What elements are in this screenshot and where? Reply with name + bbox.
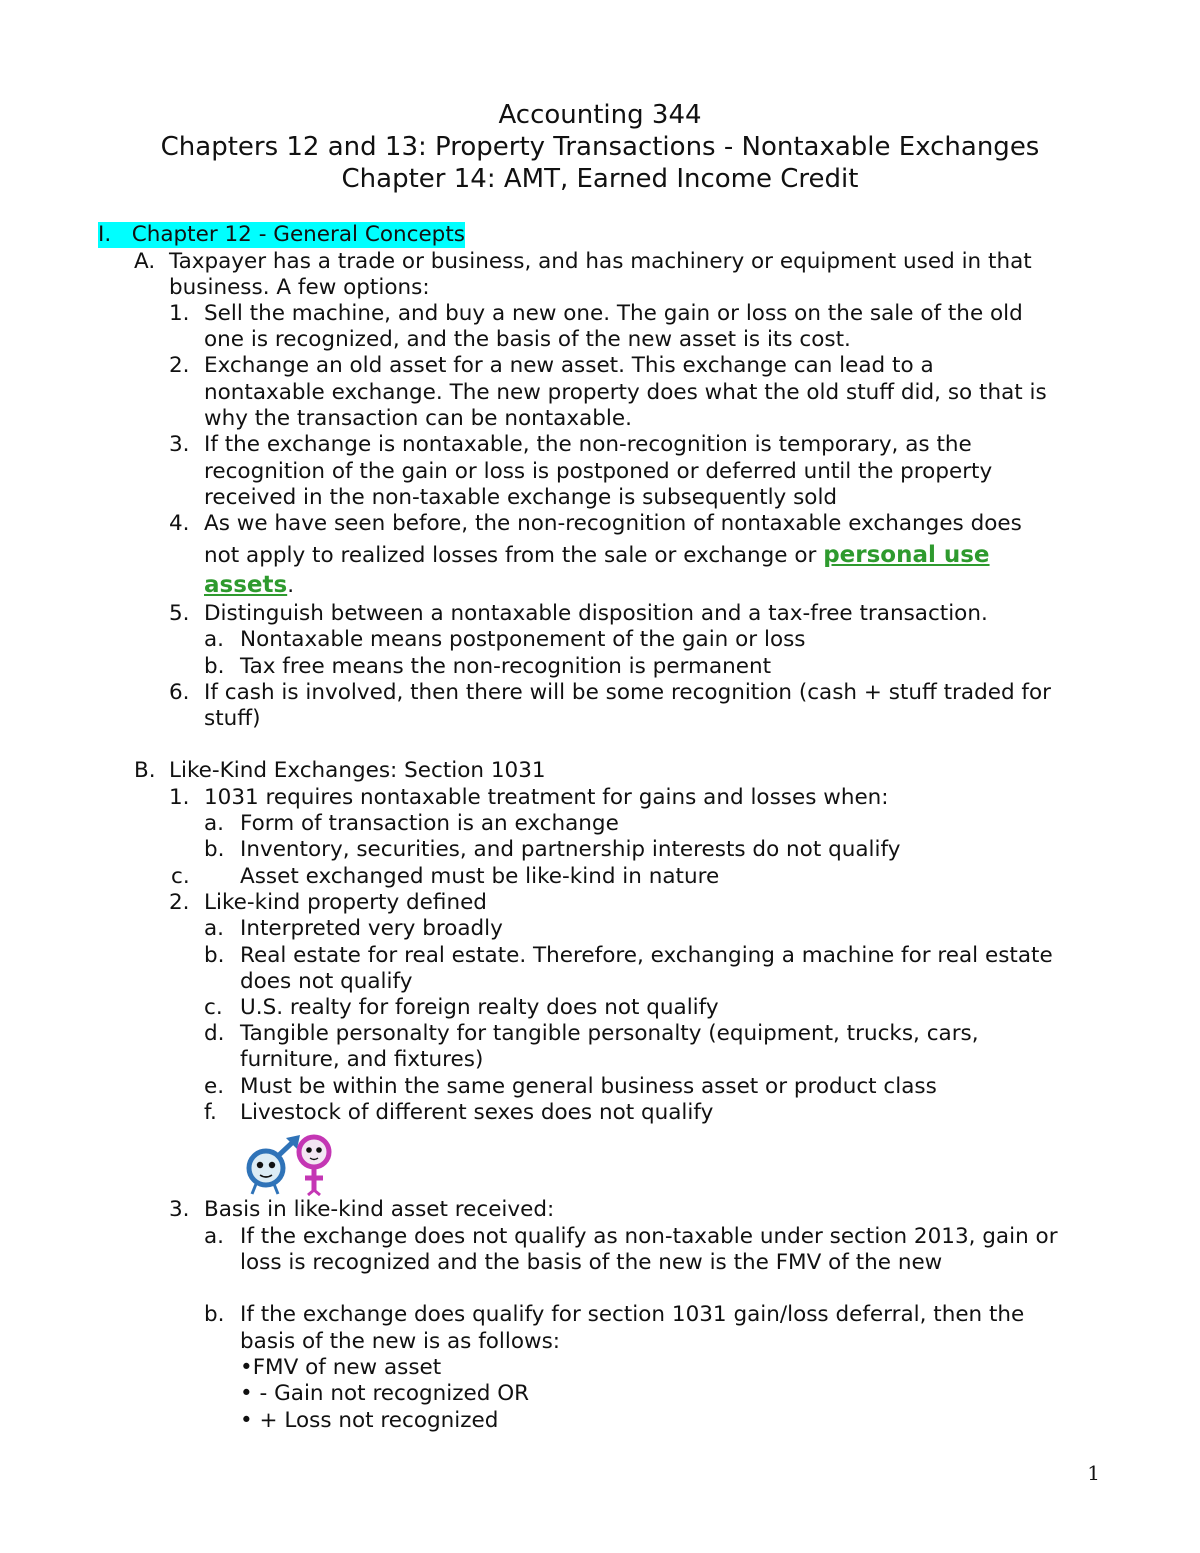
bullet-text: + Loss not recognized (259, 1408, 499, 1433)
list-item-text: Distinguish between a nontaxable disposition and a tax-free transaction. (204, 601, 988, 626)
item-b-title: Like-Kind Exchanges: Section 1031 (169, 758, 546, 783)
list-item-text: one is recognized, and the basis of the new asset is its cost. (204, 327, 851, 352)
list-number: 4. (169, 511, 190, 536)
list-item-text-part: . (287, 573, 295, 598)
bullet-text: FMV of new asset (252, 1355, 442, 1380)
section-number: I. (98, 222, 112, 247)
list-letter: b. (204, 837, 225, 862)
list-item-text: U.S. realty for foreign realty does not qualify (240, 995, 719, 1020)
list-number: 5. (169, 601, 190, 626)
list-number: 3. (169, 432, 190, 457)
doc-title: Accounting 344 (498, 100, 702, 130)
list-item-text: Tangible personalty for tangible personalty (equipment, trucks, cars, (240, 1021, 979, 1046)
list-item-text: furniture, and fixtures) (240, 1047, 484, 1072)
list-item-text: Tax free means the non-recognition is permanent (240, 654, 772, 679)
list-item-text: If the exchange is nontaxable, the non-recognition is temporary, as the (204, 432, 972, 457)
list-item-text: As we have seen before, the non-recognition of nontaxable exchanges does (204, 511, 1022, 536)
list-item-text: loss is recognized and the basis of the new is the FMV of the new (240, 1250, 943, 1275)
bullet-item: •FMV of new asset (240, 1355, 442, 1380)
item-a-label: A. (134, 249, 156, 274)
list-item-text: received in the non-taxable exchange is subsequently sold (204, 485, 838, 510)
list-number: 1. (169, 301, 190, 326)
list-letter: b. (204, 943, 225, 968)
list-item-text: Exchange an old asset for a new asset. This exchange can lead to a (204, 353, 934, 378)
section-heading-text: Chapter 12 - General Concepts (131, 222, 465, 247)
section-1-heading (98, 222, 465, 248)
list-letter: f. (204, 1100, 217, 1125)
page-number: 1 (1087, 1461, 1100, 1485)
list-item-text: Livestock of different sexes does not qualify (240, 1100, 714, 1125)
item-a-text-1: Taxpayer has a trade or business, and has machinery or equipment used in that (169, 249, 1032, 274)
list-item-text: If the exchange does not qualify as non-taxable under section 2013, gain or (240, 1224, 1058, 1249)
list-number: 2. (169, 353, 190, 378)
list-letter: e. (204, 1074, 225, 1099)
list-item-text: Interpreted very broadly (240, 916, 503, 941)
list-item-text: Inventory, securities, and partnership interests do not qualify (240, 837, 901, 862)
list-item-text: stuff) (204, 706, 261, 731)
list-letter: c. (171, 864, 190, 889)
list-letter: a. (204, 916, 225, 941)
list-item-text: Sell the machine, and buy a new one. The gain or loss on the sale of the old (204, 301, 1023, 326)
female-symbol-icon (299, 1137, 329, 1195)
personal-use-assets-link[interactable]: assets (204, 572, 288, 598)
list-item-text: Basis in like-kind asset received: (204, 1197, 555, 1222)
list-letter: d. (204, 1021, 225, 1046)
bullet-item: • + Loss not recognized (240, 1408, 499, 1433)
list-number: 3. (169, 1197, 190, 1222)
list-item-text (204, 542, 990, 569)
gender-symbols-image (242, 1132, 338, 1196)
list-item-text: Like-kind property defined (204, 890, 487, 915)
list-item-text: why the transaction can be nontaxable. (204, 406, 632, 431)
male-symbol-icon (249, 1135, 300, 1194)
list-item-text: Must be within the same general business asset or product class (240, 1074, 937, 1099)
list-number: 6. (169, 680, 190, 705)
list-number: 2. (169, 890, 190, 915)
doc-subtitle-2: Chapter 14: AMT, Earned Income Credit (341, 164, 859, 194)
bullet-item: • - Gain not recognized OR (240, 1381, 530, 1406)
list-item-text: basis of the new is as follows: (240, 1329, 561, 1354)
item-b-label: B. (134, 758, 156, 783)
list-letter: b. (204, 1302, 225, 1327)
list-item-text: 1031 requires nontaxable treatment for gains and losses when: (204, 785, 889, 810)
item-a-text-2: business. A few options: (169, 275, 430, 300)
list-number: 1. (169, 785, 190, 810)
bullet-text: - Gain not recognized OR (259, 1381, 530, 1406)
list-item-text: does not qualify (240, 969, 413, 994)
doc-subtitle-1: Chapters 12 and 13: Property Transactions - Nontaxable Exchanges (160, 132, 1040, 162)
list-item-text: If cash is involved, then there will be some recognition (cash + stuff traded for (204, 680, 1051, 705)
list-item-text: Nontaxable means postponement of the gain or loss (240, 627, 806, 652)
list-item-text: Real estate for real estate. Therefore, exchanging a machine for real estate (240, 943, 1053, 968)
list-letter: a. (204, 811, 225, 836)
personal-use-assets-link[interactable]: personal use (823, 542, 990, 568)
list-letter: a. (204, 1224, 225, 1249)
list-item-text (204, 572, 294, 599)
list-letter: a. (204, 627, 225, 652)
list-letter: b. (204, 654, 225, 679)
list-item-text: recognition of the gain or loss is postponed or deferred until the property (204, 459, 993, 484)
list-item-text-part: not apply to realized losses from the sale or exchange or (204, 543, 824, 568)
list-item-text: Asset exchanged must be like-kind in nature (240, 864, 720, 889)
list-item-text: If the exchange does qualify for section 1031 gain/loss deferral, then the (240, 1302, 1025, 1327)
list-item-text: Form of transaction is an exchange (240, 811, 619, 836)
list-letter: c. (204, 995, 223, 1020)
list-item-text: nontaxable exchange. The new property does what the old stuff did, so that is (204, 380, 1047, 405)
